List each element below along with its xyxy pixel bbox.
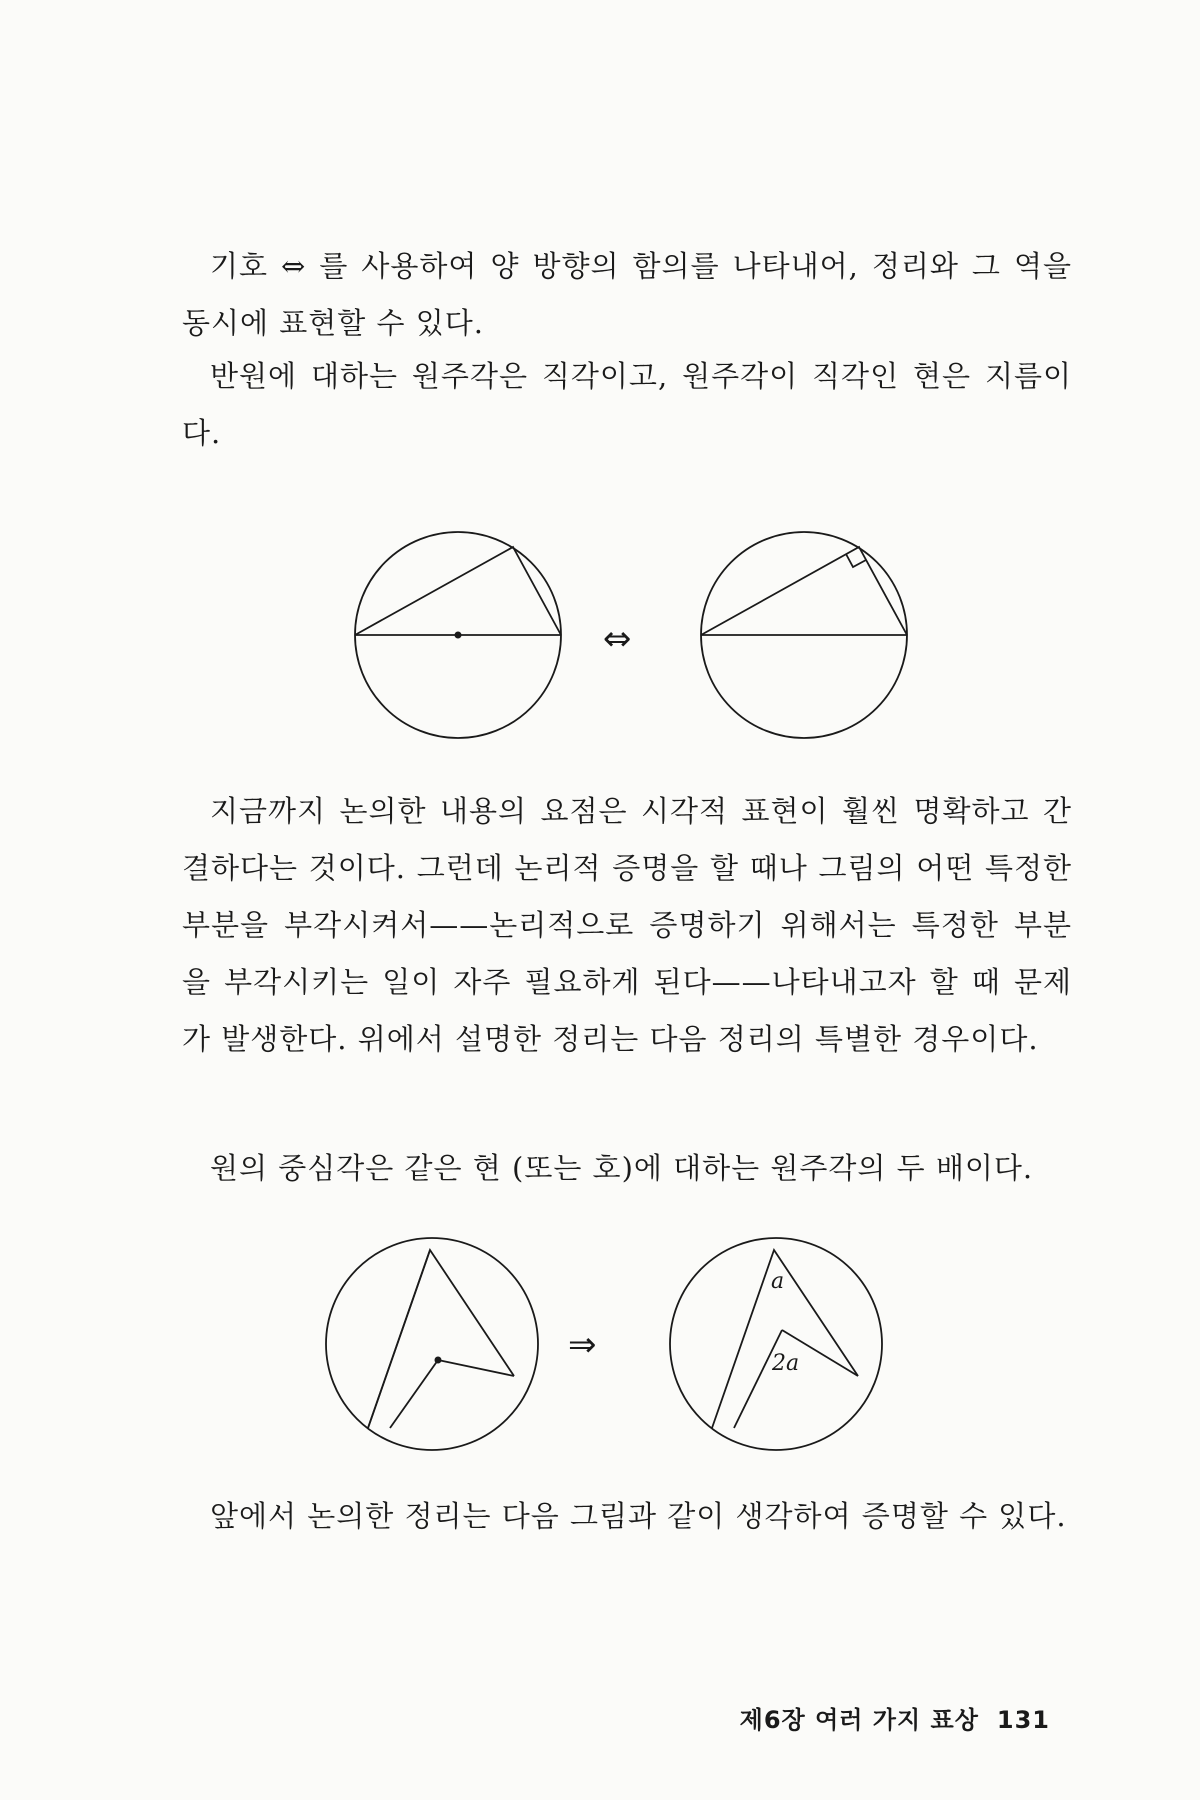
figure-left-circle — [355, 532, 561, 738]
center-dot — [435, 1357, 442, 1364]
double-arrow-icon — [603, 619, 632, 659]
page-footer — [740, 1700, 1050, 1735]
paragraph-visual-representation: 지금까지 논의한 내용의 요점은 시각적 표현이 훨씬 명확하고 간결하다는 것이다. 그런데 논리적 증명을 할 때나 그림의 어떤 특정한 부분을 부각시켜서——논리적으로 증명하기 위해서는 특정한 부분을 부각시키는 일이 자주 필요하게 된다——나타내고자 할 때 문제가 발생한다. 위에서 설명한 정리는 다음 정리의 특별한 경우이다. — [182, 794, 1072, 1056]
figure-left-circle — [326, 1238, 538, 1450]
svg-text:⇒: ⇒ — [568, 1325, 597, 1365]
paragraph-semicircle-theorem: 반원에 대하는 원주각은 직각이고, 원주각이 직각인 현은 지름이다. — [182, 359, 1072, 450]
implication-arrow-icon — [568, 1325, 597, 1365]
inscribed-angle-label: a — [771, 1269, 785, 1294]
paragraph-biconditional: 기호 ⇔ 를 사용하여 양 방향의 함의를 나타내어, 정리와 그 역을 동시에 표현할 수 있다. — [182, 249, 1072, 340]
paragraph-central-angle-theorem: 원의 중심각은 같은 현 (또는 호)에 대하는 원주각의 두 배이다. — [210, 1151, 1034, 1185]
figure-right-circle — [701, 532, 907, 738]
svg-text:⇔: ⇔ — [603, 619, 632, 659]
figure-right-circle — [670, 1238, 882, 1450]
figure-semicircle-theorem — [340, 525, 920, 755]
chapter-title: 제6장 여러 가지 표상 — [739, 1706, 979, 1734]
central-angle-label: 2a — [772, 1351, 800, 1376]
paragraph-proof-intro: 앞에서 논의한 정리는 다음 그림과 같이 생각하여 증명할 수 있다. — [210, 1499, 1067, 1533]
figure-central-angle-theorem — [318, 1230, 878, 1460]
center-dot — [455, 632, 462, 639]
page-number: 131 — [996, 1706, 1050, 1734]
